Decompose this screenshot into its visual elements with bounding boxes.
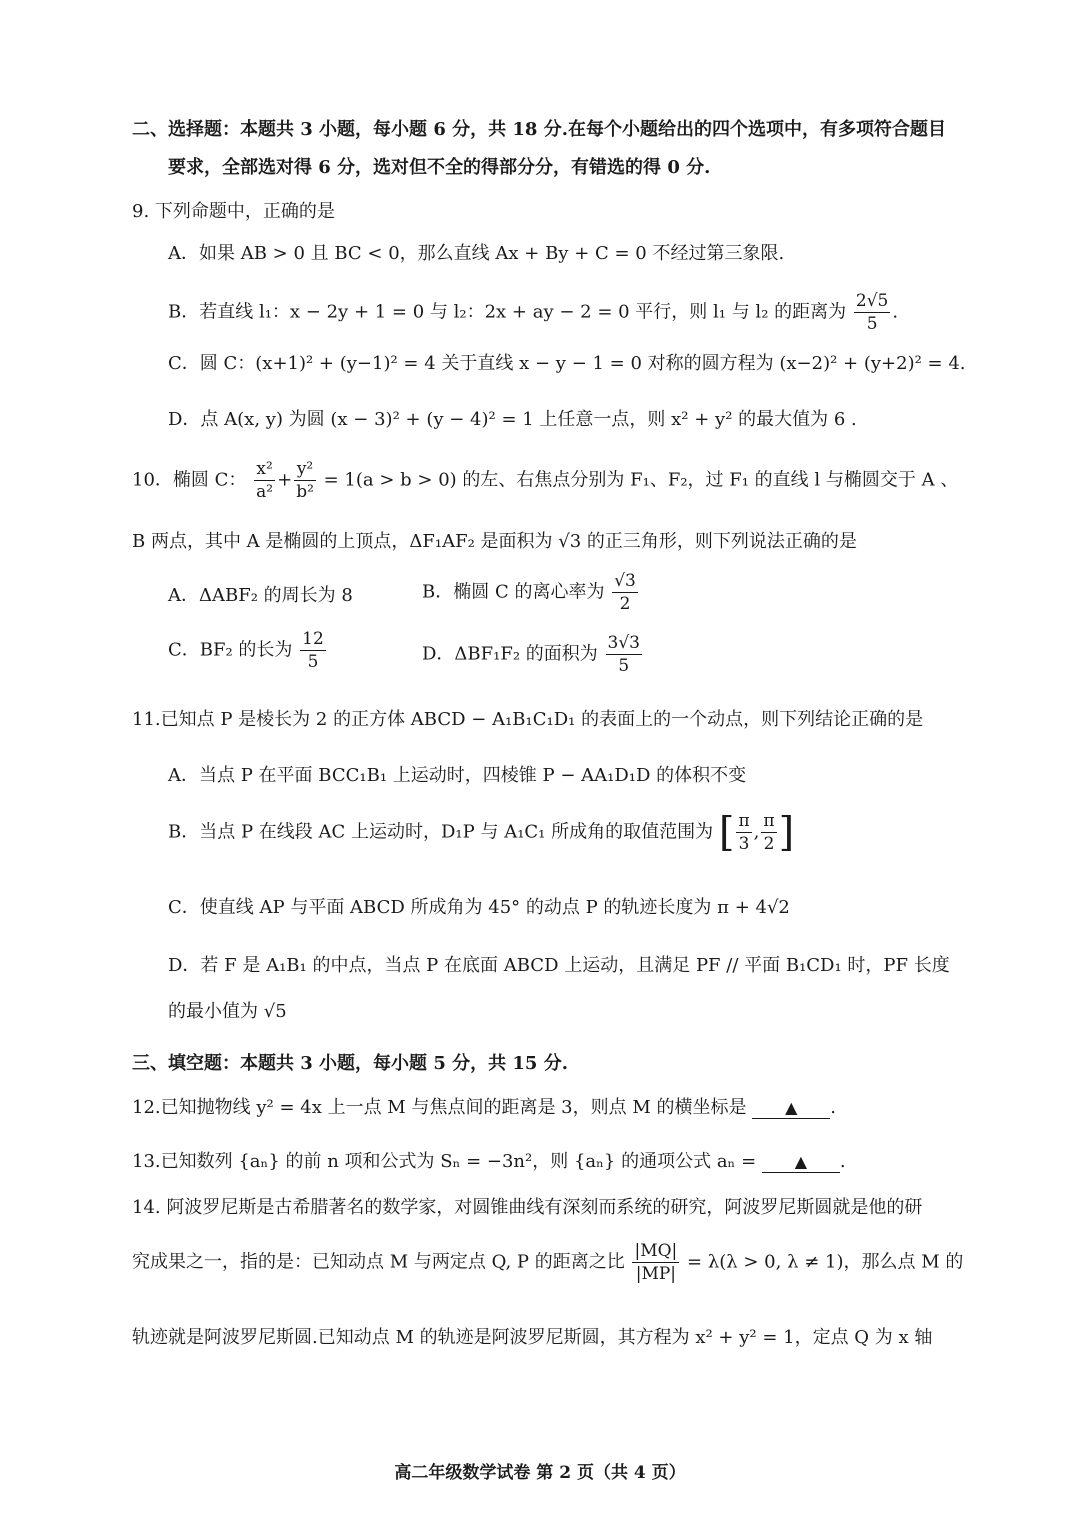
fraction-numerator: |MQ| [634,1241,678,1261]
page-footer: 高二年级数学试卷 第 2 页（共 4 页） [394,1463,686,1483]
q13 [132,1150,846,1174]
fraction-denominator: 3 [738,834,750,854]
q13-answer-blank[interactable]: ▲ [762,1152,840,1173]
q10-option-d-fraction [606,632,642,677]
q14-line2 [132,1240,963,1285]
fraction-denominator: |MP| [635,1264,677,1284]
q9-option-b-text: B．若直线 l₁：x − 2y + 1 = 0 与 l₂：2x + ay − 2 = 0 平行，则 l₁ 与 l₂ 的距离为 [168,301,847,323]
fraction-numerator: 12 [302,629,324,649]
fraction-denominator: 5 [618,656,630,676]
section2-header-line1: 二、选择题：本题共 3 小题，每小题 6 分，共 18 分.在每个小题给出的四个选项中，有多项符合题目 [132,119,946,140]
q13-end: . [839,1151,846,1172]
fraction-denominator: 2 [763,834,775,854]
q11-option-c: C．使直线 AP 与平面 ABCD 所成角为 45° 的动点 P 的轨迹长度为 π + 4√2 [168,897,790,918]
q10-fraction-y [294,458,316,503]
q11-option-b-fraction-2 [761,810,776,855]
q10-option-b-text: B．椭圆 C 的离心率为 [422,581,605,603]
q11-option-d-line1: D．若 F 是 A₁B₁ 的中点，当点 P 在底面 ABCD 上运动，且满足 PF // 平面 B₁CD₁ 时，PF 长度 [168,955,950,976]
q10-stem-suffix: = 1(a > b > 0) 的左、右焦点分别为 F₁、F₂，过 F₁ 的直线 l 与椭圆交于 A 、 [323,469,959,491]
q10-option-d-text: D．ΔBF₁F₂ 的面积为 [422,643,598,665]
fraction-numerator: 3√3 [607,633,640,653]
fraction-numerator: x² [254,458,275,481]
section2-header-line2: 要求，全部选对得 6 分，选对但不全的得部分分，有错选的得 0 分. [168,157,711,178]
q10-option-b-fraction [612,570,638,615]
q10-option-a: A．ΔABF₂ 的周长为 8 [168,585,353,606]
q10-option-b [422,570,640,615]
q9-option-b: B．若直线 l₁：x − 2y + 1 = 0 与 l₂：2x + ay − 2 = 0 平行，则 l₁ 与 l₂ 的距离为 $\frac{2√5}{5}$ . [168,291,899,334]
q9-option-c: C．圆 C：(x+1)² + (y−1)² = 4 关于直线 x − y − 1 = 0 对称的圆方程为 (x−2)² + (y+2)² = 4. [168,353,966,374]
q9-option-a: A．如果 AB > 0 且 BC < 0，那么直线 Ax + By + C = 0 不经过第三象限. [168,243,785,264]
q10-option-c-fraction [300,628,326,673]
q12-end: . [830,1097,836,1118]
fraction-denominator: b² [296,482,314,502]
q11-option-b-text: B．当点 P 在线段 AC 上运动时，D₁P 与 A₁C₁ 所成角的取值范围为 [168,821,714,843]
q14-line1: 14. 阿波罗尼斯是古希腊著名的数学家，对圆锥曲线有深刻而系统的研究，阿波罗尼斯圆就是他的研 [132,1197,923,1218]
q9-option-d: D．点 A(x, y) 为圆 (x − 3)² + (y − 4)² = 1 上任意一点，则 x² + y² 的最大值为 6 . [168,409,857,430]
q9-stem: 9. 下列命题中，正确的是 [132,201,335,222]
q9-option-b-fraction [854,290,890,335]
right-bracket: ] [778,809,795,856]
q10-option-d [422,632,644,677]
q10-stem-line1: 10．椭圆 C： $\frac{\text{x²}}{\text{a²}}$ + $\frac{\text{y²}}{\text{b²}}$ = 1(a > b > 0) 的左、右焦点分别为 F₁、F₂，过 F₁ 的直线 l 与椭圆交于 A 、 [132,459,959,502]
q13-text: 13.已知数列 {aₙ} 的前 n 项和公式为 Sₙ = −3n²，则 {aₙ} 的通项公式 aₙ = [132,1151,757,1172]
fraction-numerator: π [763,811,775,831]
q12-answer-blank[interactable]: ▲ [752,1098,830,1119]
fraction-denominator: 2 [619,594,631,614]
q12 [132,1096,836,1120]
q11-stem: 11.已知点 P 是棱长为 2 的正方体 ABCD − A₁B₁C₁D₁ 的表面上的一个动点，则下列结论正确的是 [132,709,924,730]
fraction-numerator: 2√5 [855,291,889,311]
q11-option-a: A．当点 P 在平面 BCC₁B₁ 上运动时，四棱锥 P − AA₁D₁D 的体积不变 [168,765,747,786]
q10-fraction-x [254,458,275,503]
q14-ratio-fraction [632,1240,679,1285]
fraction-numerator: π [738,811,750,831]
q14-line2-suffix: = λ(λ > 0, λ ≠ 1)，那么点 M 的 [687,1251,964,1273]
fraction-denominator: 5 [307,652,319,672]
left-bracket: [ [718,809,735,856]
fraction-numerator: y² [294,458,316,481]
q12-text: 12.已知抛物线 y² = 4x 上一点 M 与焦点间的距离是 3，则点 M 的横坐标是 [132,1097,747,1118]
q14-line3: 轨迹就是阿波罗尼斯圆.已知动点 M 的轨迹是阿波罗尼斯圆，其方程为 x² + y² = 1，定点 Q 为 x 轴 [132,1327,933,1348]
fraction-denominator: a² [256,482,274,502]
q11-option-b: B．当点 P 在线段 AC 上运动时，D₁P 与 A₁C₁ 所成角的取值范围为 [ $\frac{\pi}{3}$ , $\frac{\pi}{2}$ ] [168,809,795,856]
fraction-denominator: 5 [866,314,878,334]
fraction-numerator: √3 [614,571,636,591]
section3-header: 三、填空题：本题共 3 小题，每小题 5 分，共 15 分. [132,1053,568,1074]
q11-option-b-fraction-1 [736,810,751,855]
q10-option-c [168,628,328,673]
q10-stem-prefix: 10．椭圆 C： [132,469,247,491]
q10-stem-line2: B 两点，其中 A 是椭圆的上顶点，ΔF₁AF₂ 是面积为 √3 的正三角形，则下列说法正确的是 [132,531,857,552]
q10-option-c-text: C．BF₂ 的长为 [168,639,293,661]
q11-option-d-line2: 的最小值为 √5 [168,1001,287,1022]
q14-line2-prefix: 究成果之一，指的是：已知动点 M 与两定点 Q, P 的距离之比 [132,1251,625,1273]
